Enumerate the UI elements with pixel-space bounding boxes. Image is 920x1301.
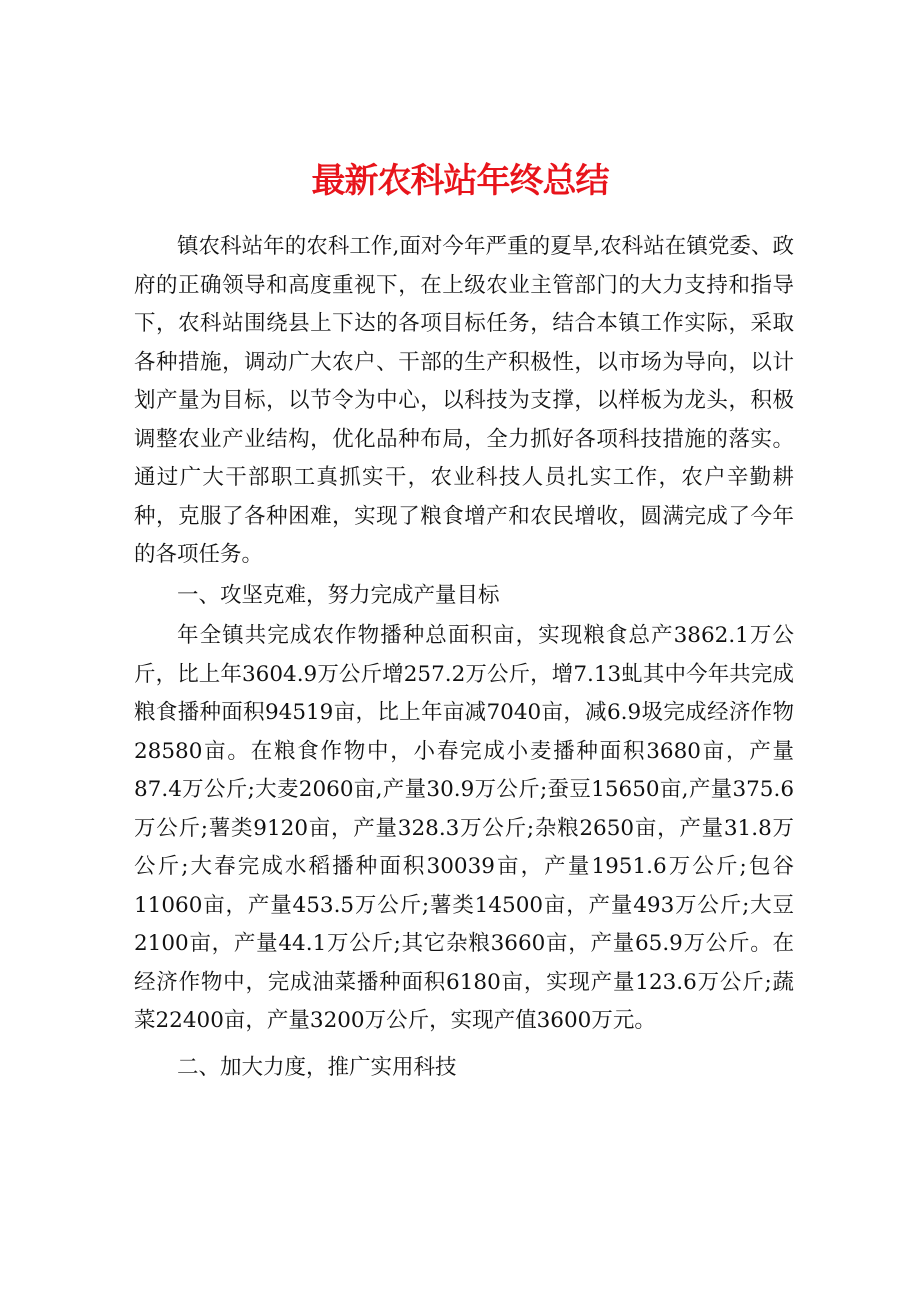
document-title: 最新农科站年终总结 <box>311 160 609 201</box>
intro-paragraph: 镇农科站年的农科工作,面对今年严重的夏旱,农科站在镇党委、政府的正确领导和高度重视下，在上级农业主管部门的大力支持和指导下，农科站围绕县上下达的各项目标任务，结合本镇工作实际，采取各种措施，调动广大农户、干部的生产积极性，以市场为导向，以计划产量为目标，以节令为中心，以科技为支撑，以样板为龙头，积极调整农业产业结构，优化品种布局，全力抓好各项科技措施的落实。通过广大干部职工真抓实干，农业科技人员扎实工作，农户辛勤耕种，克服了各种困难，实现了粮食增产和农民增收，圆满完成了今年的各项任务。 <box>134 234 794 567</box>
document-body <box>134 228 794 1087</box>
production-paragraph: 年全镇共完成农作物播种总面积亩，实现粮食总产3862.1万公斤，比上年3604.9万公斤增257.2万公斤，增7.13虬其中今年共完成粮食播种面积94519亩，比上年亩减7040亩，减6.9圾完成经济作物28580亩。在粮食作物中，小春完成小麦播种面积3680亩，产量87.4万公斤;大麦2060亩,产量30.9万公斤;蚕豆15650亩,产量375.6万公斤;薯类9120亩，产量328.3万公斤;杂粮2650亩，产量31.8万公斤;大春完成水稻播种面积30039亩，产量1951.6万公斤;包谷11060亩，产量453.5万公斤;薯类14500亩，产量493万公斤;大豆2100亩，产量44.1万公斤;其它杂粮3660亩，产量65.9万公斤。在经济作物中，完成油菜播种面积6180亩，实现产量123.6万公斤;蔬菜22400亩，产量3200万公斤，实现产值3600万元。 <box>134 623 794 1033</box>
section-heading-1: 一、攻坚克难，努力完成产量目标 <box>177 582 500 608</box>
section-heading-2: 二、加大力度，推广实用科技 <box>177 1054 457 1080</box>
